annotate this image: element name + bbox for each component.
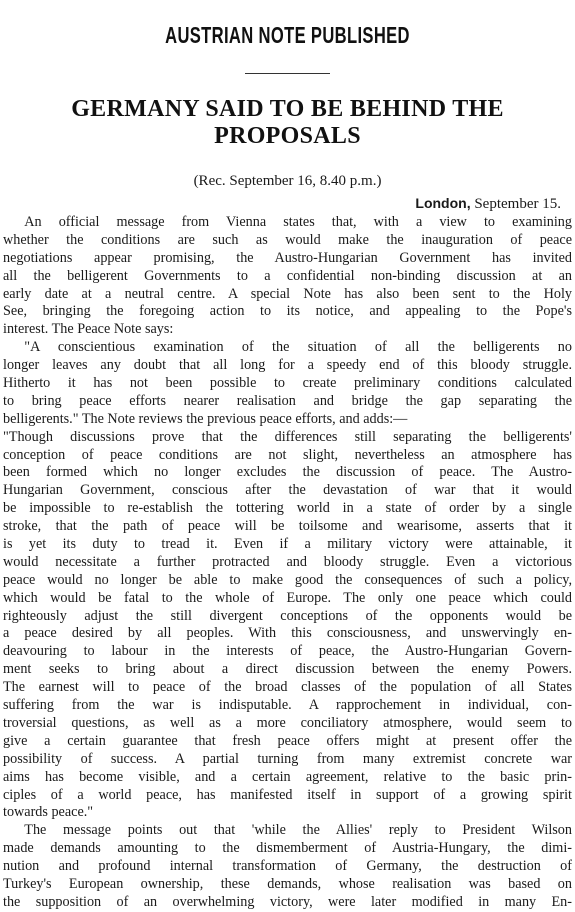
body-line: righteously adjust the still divergent conceptions of the opponents would be xyxy=(3,607,572,624)
body-line: the supposition of an overwhelming victory, were later modified in many En- xyxy=(3,893,572,910)
received-timestamp: (Rec. September 16, 8.40 p.m.) xyxy=(193,173,382,189)
body-line: "Though discussions prove that the differences still separating the belligerents' xyxy=(3,428,572,445)
body-line: negotiations appear promising, the Austro-Hungarian Government has invited xyxy=(3,249,572,266)
body-line: give a certain guarantee that fresh peace offers might at present offer the xyxy=(3,732,572,749)
body-line: been formed which no longer excludes the discussion of peace. The Austro- xyxy=(3,464,572,481)
body-line: The message points out that 'while the Allies' reply to President Wilson xyxy=(3,822,572,839)
body-line: whether the conditions are such as would make the inauguration of peace xyxy=(3,231,572,248)
dateline xyxy=(415,195,561,213)
body-line: is yet its duty to tread it. Even if a military victory were attainable, it xyxy=(3,536,572,553)
body-line: Hungarian Government, conscious after the devastation of war that it would xyxy=(3,482,572,499)
body-line: suffering from the war is indisputable. A rapprochement in individual, con- xyxy=(3,697,572,714)
body-line: nution and profound internal transformation of Germany, the destruction of xyxy=(3,858,572,875)
body-line: stroke, that the path of peace will be toilsome and wearisome, asserts that it xyxy=(3,518,572,535)
body-line: Hitherto it has not been possible to create preliminary conditions calculated xyxy=(3,375,572,392)
body-line: "A conscientious examination of the situation of all the belligerents no xyxy=(3,339,572,356)
body-line: would necessitate a further protracted and bloody struggle. Even a victorious xyxy=(3,553,572,570)
headline-divider xyxy=(245,73,330,74)
dateline-date: September 15. xyxy=(474,196,561,212)
dateline-place: London, xyxy=(415,195,471,211)
body-line: conception of peace conditions are not slight, nevertheless an atmosphere has xyxy=(3,446,572,463)
body-line: belligerents." The Note reviews the previous peace efforts, and adds:— xyxy=(3,410,408,427)
body-line: aims has become visible, and a certain agreement, relative to the basic prin- xyxy=(3,768,572,785)
body-line: troversial questions, as well as a more conciliatory atmosphere, would seem to xyxy=(3,714,572,731)
body-line: interest. The Peace Note says: xyxy=(3,321,174,338)
body-line: early date at a neutral centre. A special Note has also been sent to the Holy xyxy=(3,285,572,302)
body-line: towards peace." xyxy=(3,804,94,821)
body-line: all the belligerent Governments to a confidential non-binding discussion at an xyxy=(3,267,572,284)
headline-secondary: GERMANY SAID TO BE BEHIND THE PROPOSALS xyxy=(71,96,504,149)
body-line: ment seeks to bring about a direct discussion between the enemy Powers. xyxy=(3,661,572,678)
body-line: be impossible to re-establish the tottering world in a state of order by a single xyxy=(3,500,572,517)
body-line: to bring peace efforts nearer realisation and bridge the gap separating the xyxy=(3,392,572,409)
body-line: ciples of a world peace, has manifested itself in support of a growing spirit xyxy=(3,786,572,803)
body-line: See, bringing the foregoing action to its notice, and appealing to the Pope's xyxy=(3,303,572,320)
body-line: An official message from Vienna states that, with a view to examining xyxy=(3,214,572,230)
body-line: peace would no longer be able to make good the consequences of such a policy, xyxy=(3,571,572,588)
body-line: made demands amounting to the dismemberment of Austria-Hungary, the dimi- xyxy=(3,840,572,857)
body-line: longer leaves any doubt that all long for a speedy end of this bloody struggle. xyxy=(3,357,572,374)
body-line: Turkey's European ownership, these demands, whose realisation was based on xyxy=(3,875,572,892)
body-line: The earnest will to peace of the broad classes of the population of all States xyxy=(3,679,572,696)
body-line: possibility of success. A partial turning from many extremist concrete war xyxy=(3,750,572,767)
body-line: which would be fatal to the whole of Europe. The only one peace which could xyxy=(3,589,572,606)
headline-primary: AUSTRIAN NOTE PUBLISHED xyxy=(165,22,410,48)
body-line: deavouring to labour in the interests of peace, the Austro-Hungarian Govern- xyxy=(3,643,572,660)
article-body xyxy=(3,214,572,912)
body-line: a peace desired by all peoples. With this consciousness, and unswervingly en- xyxy=(3,625,572,642)
